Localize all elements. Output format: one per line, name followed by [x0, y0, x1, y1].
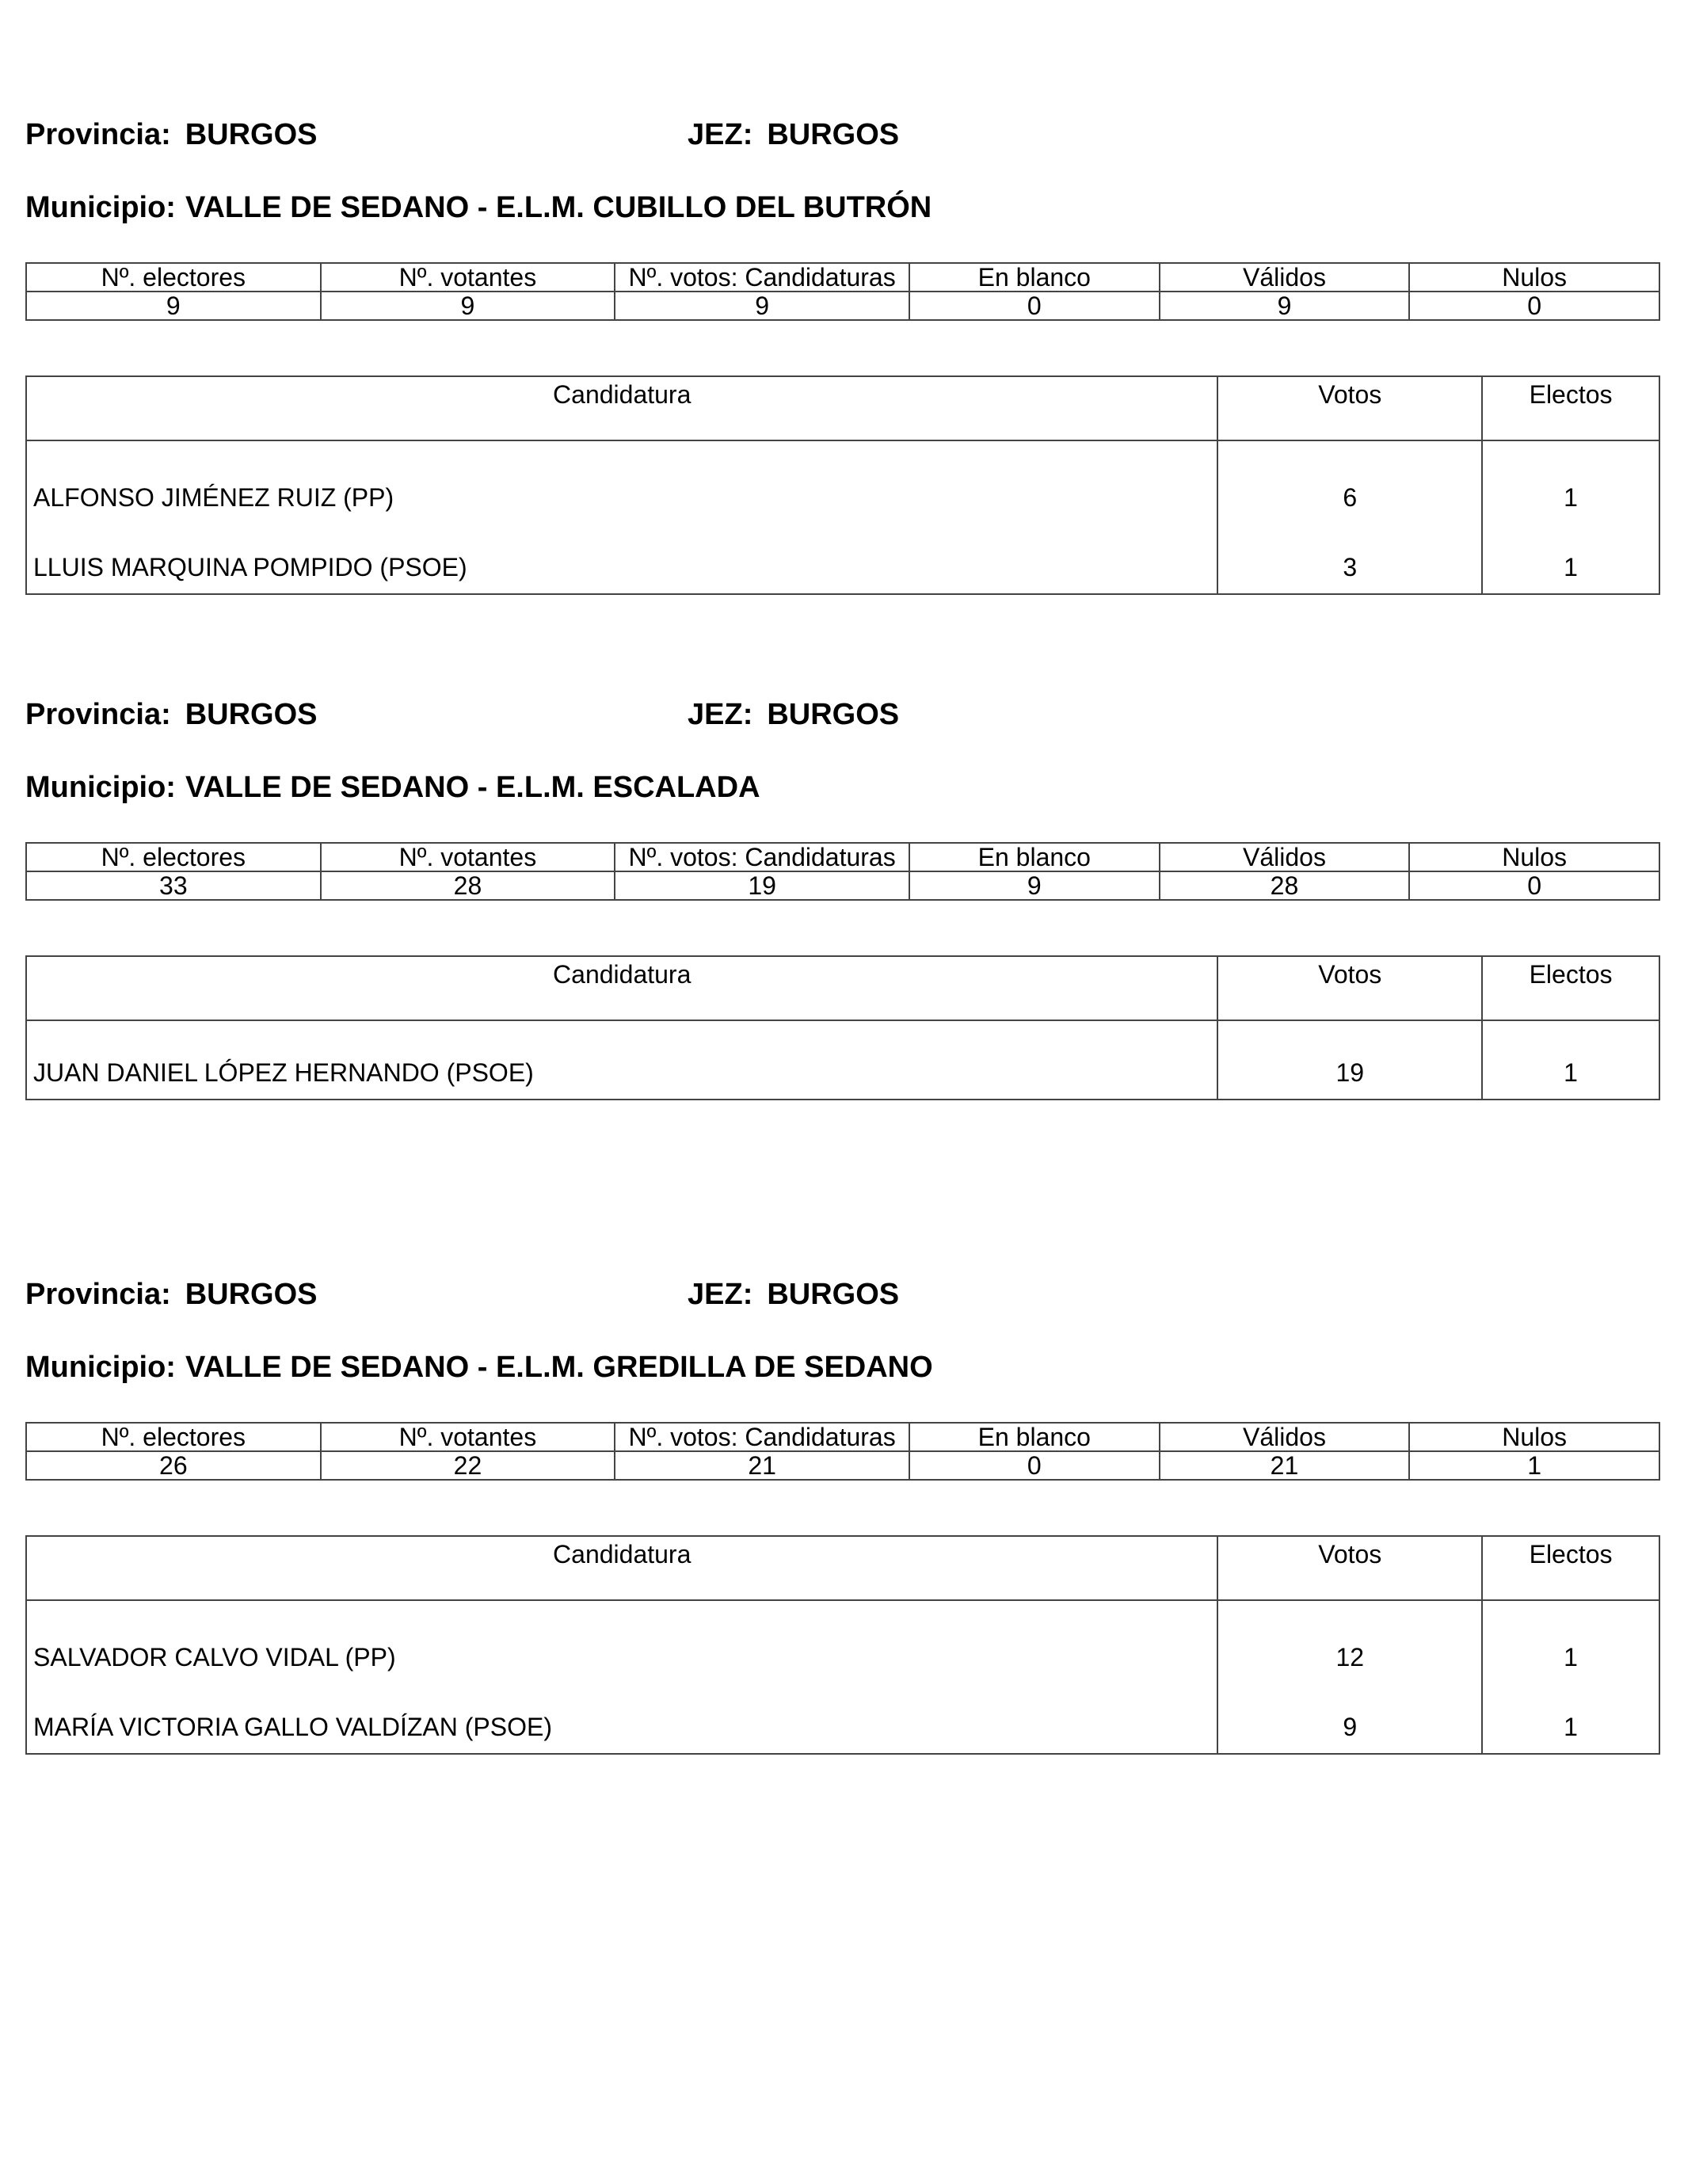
cand-header-candidatura: Candidatura: [26, 1536, 1217, 1600]
provincia-label: Provincia:: [25, 118, 171, 151]
cand-header-electos: Electos: [1482, 376, 1659, 440]
candidate-votos: 12: [1217, 1600, 1482, 1687]
table-row: [26, 1600, 1659, 1687]
stat-header: Nº. votos: Candidaturas: [615, 843, 909, 871]
stat-header: Nº. votantes: [321, 1423, 615, 1451]
stat-header: Nulos: [1409, 1423, 1659, 1451]
cand-header-electos: Electos: [1482, 1536, 1659, 1600]
cand-header-votos: Votos: [1217, 1536, 1482, 1600]
stat-header: Válidos: [1160, 843, 1410, 871]
candidate-votos: 19: [1217, 1020, 1482, 1100]
stats-header-row: [26, 843, 1659, 871]
candidate-name: ALFONSO JIMÉNEZ RUIZ (PP): [26, 440, 1217, 527]
stat-value: 0: [909, 1451, 1160, 1480]
provincia-label: Provincia:: [25, 698, 171, 731]
stat-header: Válidos: [1160, 1423, 1410, 1451]
stat-value: 9: [615, 292, 909, 320]
candidate-name: SALVADOR CALVO VIDAL (PP): [26, 1600, 1217, 1687]
stat-value: 1: [1409, 1451, 1659, 1480]
candidate-name: JUAN DANIEL LÓPEZ HERNANDO (PSOE): [26, 1020, 1217, 1100]
candidate-votos: 6: [1217, 440, 1482, 527]
stat-value: 9: [909, 871, 1160, 900]
provincia-line: [25, 117, 318, 152]
jez-line: [688, 697, 899, 732]
candidates-table: [25, 375, 1660, 595]
stat-value: 0: [1409, 871, 1659, 900]
jez-label: JEZ:: [688, 698, 753, 731]
stat-header: En blanco: [909, 843, 1160, 871]
table-row: [26, 1020, 1659, 1100]
stat-header: Nº. electores: [26, 843, 321, 871]
jez-line: [688, 1277, 899, 1312]
provincia-value: BURGOS: [185, 118, 318, 151]
candidates-table: [25, 955, 1660, 1100]
stats-table: [25, 1422, 1660, 1481]
stats-header-row: [26, 263, 1659, 292]
stat-value: 0: [909, 292, 1160, 320]
stat-header: En blanco: [909, 1423, 1160, 1451]
stat-header: Nulos: [1409, 843, 1659, 871]
jez-label: JEZ:: [688, 1278, 753, 1311]
municipio-label: Municipio:: [25, 1351, 176, 1384]
jez-label: JEZ:: [688, 118, 753, 151]
municipio-value: VALLE DE SEDANO - E.L.M. GREDILLA DE SEDANO: [185, 1351, 933, 1384]
results-section-3: [25, 1277, 1660, 1741]
table-row: [26, 1687, 1659, 1754]
provincia-value: BURGOS: [185, 1278, 318, 1311]
results-section-2: [25, 697, 1660, 1093]
stat-value: 28: [1160, 871, 1410, 900]
jez-value: BURGOS: [767, 698, 900, 731]
stat-value: 33: [26, 871, 321, 900]
candidate-electos: 1: [1482, 527, 1659, 594]
municipio-line: [25, 190, 932, 225]
stat-value: 9: [26, 292, 321, 320]
stats-table: [25, 262, 1660, 321]
municipio-value: VALLE DE SEDANO - E.L.M. CUBILLO DEL BUTRÓN: [185, 191, 932, 224]
candidate-name: LLUIS MARQUINA POMPIDO (PSOE): [26, 527, 1217, 594]
stats-value-row: [26, 292, 1659, 320]
stats-value-row: [26, 871, 1659, 900]
municipio-line: [25, 770, 760, 805]
municipio-label: Municipio:: [25, 191, 176, 224]
stat-header: Nº. electores: [26, 1423, 321, 1451]
stat-value: 22: [321, 1451, 615, 1480]
provincia-label: Provincia:: [25, 1278, 171, 1311]
stat-value: 9: [1160, 292, 1410, 320]
results-section-1: [25, 117, 1660, 581]
stat-header: Nº. votantes: [321, 843, 615, 871]
candidates-header-row: [26, 956, 1659, 1020]
candidate-electos: 1: [1482, 1020, 1659, 1100]
municipio-line: [25, 1350, 933, 1385]
stat-value: 28: [321, 871, 615, 900]
candidates-header-row: [26, 376, 1659, 440]
cand-header-votos: Votos: [1217, 376, 1482, 440]
stat-header: Nº. votos: Candidaturas: [615, 1423, 909, 1451]
stat-header: Nulos: [1409, 263, 1659, 292]
stat-value: 19: [615, 871, 909, 900]
candidate-electos: 1: [1482, 1600, 1659, 1687]
stat-header: Nº. votantes: [321, 263, 615, 292]
municipio-value: VALLE DE SEDANO - E.L.M. ESCALADA: [185, 771, 760, 804]
cand-header-electos: Electos: [1482, 956, 1659, 1020]
municipio-label: Municipio:: [25, 771, 176, 804]
candidate-name: MARÍA VICTORIA GALLO VALDÍZAN (PSOE): [26, 1687, 1217, 1754]
stat-header: Nº. electores: [26, 263, 321, 292]
candidate-electos: 1: [1482, 1687, 1659, 1754]
candidate-electos: 1: [1482, 440, 1659, 527]
provincia-line: [25, 1277, 318, 1312]
stats-header-row: [26, 1423, 1659, 1451]
stat-value: 9: [321, 292, 615, 320]
stat-header: Válidos: [1160, 263, 1410, 292]
jez-value: BURGOS: [767, 118, 900, 151]
stat-header: Nº. votos: Candidaturas: [615, 263, 909, 292]
stat-header: En blanco: [909, 263, 1160, 292]
stat-value: 21: [615, 1451, 909, 1480]
candidate-votos: 3: [1217, 527, 1482, 594]
candidate-votos: 9: [1217, 1687, 1482, 1754]
stat-value: 21: [1160, 1451, 1410, 1480]
stats-table: [25, 842, 1660, 901]
stat-value: 26: [26, 1451, 321, 1480]
cand-header-candidatura: Candidatura: [26, 956, 1217, 1020]
cand-header-candidatura: Candidatura: [26, 376, 1217, 440]
candidates-header-row: [26, 1536, 1659, 1600]
jez-value: BURGOS: [767, 1278, 900, 1311]
candidates-table: [25, 1535, 1660, 1755]
stat-value: 0: [1409, 292, 1659, 320]
jez-line: [688, 117, 899, 152]
provincia-line: [25, 697, 318, 732]
stats-value-row: [26, 1451, 1659, 1480]
provincia-value: BURGOS: [185, 698, 318, 731]
table-row: [26, 527, 1659, 594]
table-row: [26, 440, 1659, 527]
cand-header-votos: Votos: [1217, 956, 1482, 1020]
